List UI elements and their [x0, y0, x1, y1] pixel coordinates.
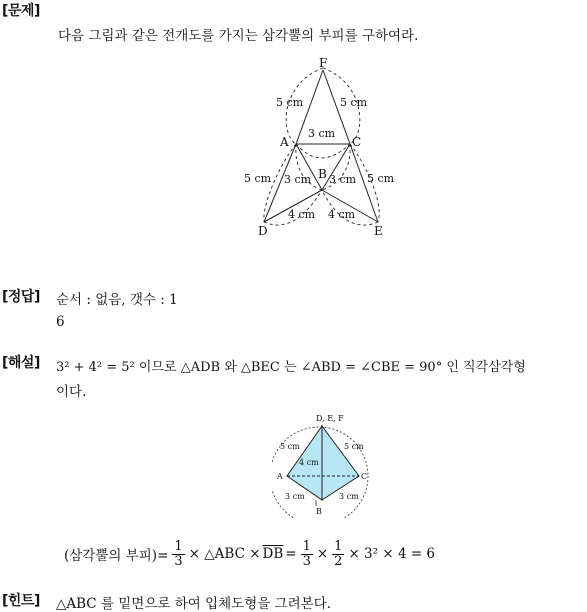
- answer-line1: 순서 : 없음, 갯수 : 1: [56, 292, 178, 308]
- len-db: 4 cm: [288, 208, 316, 221]
- pyramid-net-figure: [240, 54, 410, 240]
- label-c2: C: [361, 472, 368, 481]
- len-left: 5 cm: [280, 442, 300, 451]
- segment-db: $\overline{DB}$: [262, 546, 284, 563]
- label-a2: A: [277, 472, 283, 481]
- len-be: 4 cm: [328, 208, 356, 221]
- len-ad: 5 cm: [244, 172, 272, 185]
- len-ab: 3 cm: [284, 173, 312, 186]
- solution-line2: 이다.: [56, 384, 87, 400]
- fraction-1-3: $\frac{1}{3}$: [174, 539, 183, 569]
- fraction-1-3-b: $\frac{1}{3}$: [302, 539, 311, 569]
- label-f: F: [319, 56, 328, 70]
- hint-label: [힌트]: [2, 593, 40, 609]
- len-ce: 5 cm: [367, 172, 395, 185]
- arc-ac: [296, 144, 350, 158]
- problem-text: 다음 그림과 같은 전개도를 가지는 삼각뿔의 부피를 구하여라.: [58, 28, 419, 44]
- len-height: 4 cm: [299, 458, 319, 467]
- answer-line2: 6: [56, 314, 65, 330]
- label-d: D: [258, 224, 268, 238]
- len-right: 5 cm: [344, 442, 364, 451]
- solution-label: [해설]: [2, 355, 40, 371]
- label-b2: B: [316, 507, 322, 516]
- solution-line1: 3² + 4² = 5² 이므로 △ADB 와 △BEC 는 ∠ABD = ∠CBE = 90° 인 직각삼각형: [56, 360, 526, 375]
- label-def: D, E, F: [316, 414, 344, 423]
- label-e: E: [374, 224, 383, 238]
- volume-formula: [64, 540, 435, 568]
- problem-label: [문제]: [2, 3, 40, 19]
- pyramid-folded-figure: [272, 410, 384, 518]
- hint-text: △ABC 를 밑면으로 하여 입체도형을 그려본다.: [56, 596, 332, 612]
- len-fa: 5 cm: [276, 96, 304, 109]
- len-br: 3 cm: [339, 492, 359, 501]
- formula-eq: =: [285, 546, 297, 563]
- label-b: B: [318, 167, 327, 181]
- label-a: A: [280, 135, 289, 149]
- len-ac: 3 cm: [308, 127, 336, 140]
- face-right: [322, 426, 359, 500]
- fraction-1-2: $\frac{1}{2}$: [334, 539, 343, 569]
- len-cb: 3 cm: [329, 173, 357, 186]
- formula-part2: × 3² × 4 = 6: [348, 546, 436, 563]
- formula-lhs: (삼각뿔의 부피)=: [64, 548, 169, 565]
- len-bl: 3 cm: [285, 492, 305, 501]
- formula-part1: × △ABC ×: [188, 546, 261, 563]
- label-c: C: [352, 135, 362, 149]
- answer-label: [정답]: [2, 289, 40, 305]
- len-fc: 5 cm: [340, 96, 368, 109]
- formula-times: ×: [316, 546, 329, 563]
